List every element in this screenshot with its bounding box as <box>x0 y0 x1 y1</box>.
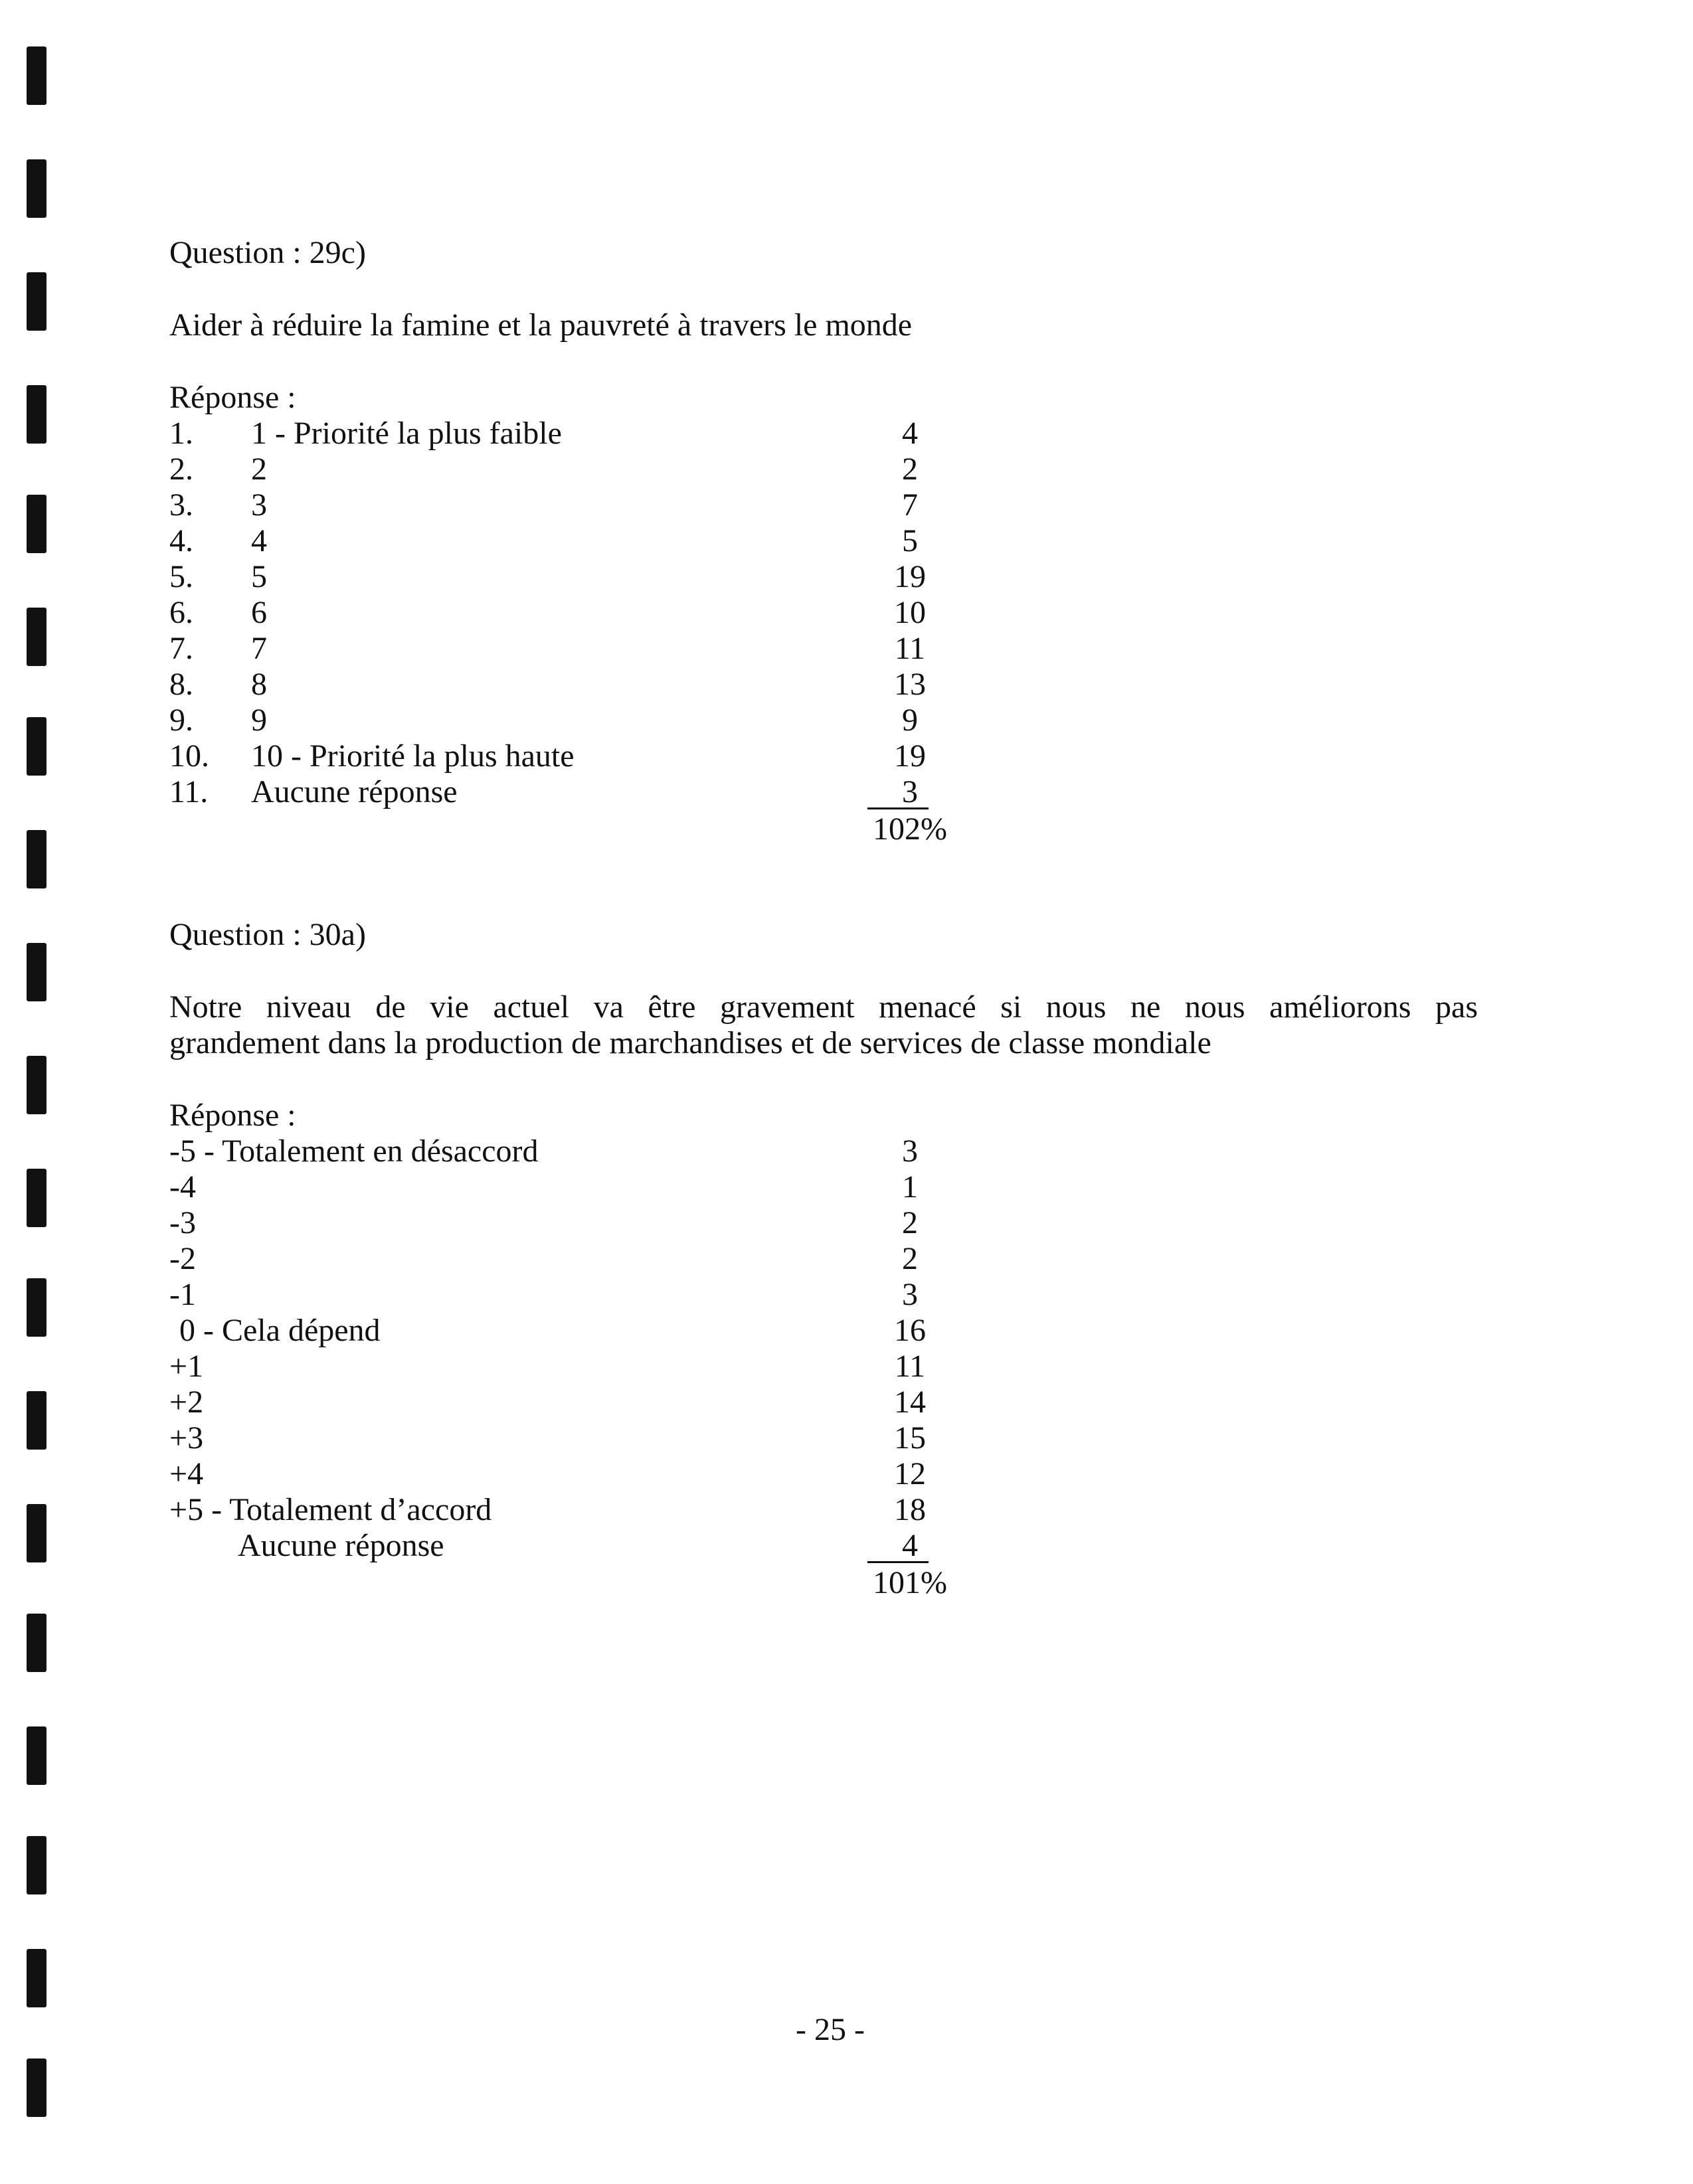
binding-hole <box>27 272 46 331</box>
row-index: 10. <box>169 738 209 774</box>
total-rule <box>867 1561 929 1563</box>
row-label: 8 <box>251 667 267 702</box>
binding-hole <box>27 46 46 105</box>
row-index: 3. <box>169 487 193 523</box>
row-label: 10 - Priorité la plus haute <box>251 738 575 774</box>
row-label: +5 - Totalement d’accord <box>169 1492 492 1527</box>
binding-hole <box>27 830 46 888</box>
row-label: 1 - Priorité la plus faible <box>251 416 562 451</box>
row-index: 9. <box>169 703 193 738</box>
binding-hole <box>27 1056 46 1114</box>
row-value: 3 <box>902 1134 918 1169</box>
binding-hole <box>27 1391 46 1450</box>
binding-hole <box>27 943 46 1001</box>
row-value: 11 <box>894 631 926 666</box>
binding-hole <box>27 608 46 666</box>
row-index: 8. <box>169 667 193 702</box>
row-value: 15 <box>894 1420 926 1456</box>
binding-hole <box>27 1836 46 1894</box>
row-value: 18 <box>894 1492 926 1527</box>
row-value: 7 <box>902 487 918 523</box>
binding-hole <box>27 717 46 776</box>
row-value: 4 <box>902 1528 918 1563</box>
binding-hole <box>27 1949 46 2007</box>
row-value: 3 <box>902 1277 918 1312</box>
row-label: -3 <box>169 1205 196 1240</box>
row-value: 16 <box>894 1313 926 1348</box>
row-value: 3 <box>902 774 918 809</box>
page-number: - 25 - <box>796 2012 865 2047</box>
row-label: -4 <box>169 1169 196 1205</box>
question-30a-text-line-1: Notre niveau de vie actuel va être gravement menacé si nous ne nous améliorons pas <box>169 989 1478 1025</box>
row-value: 1 <box>902 1169 918 1205</box>
question-30a-response-label: Réponse : <box>169 1098 296 1133</box>
question-29c-response-label: Réponse : <box>169 380 296 415</box>
row-value: 10 <box>894 595 926 630</box>
row-value: 14 <box>894 1385 926 1420</box>
row-label: 4 <box>251 523 267 558</box>
row-index: 4. <box>169 523 193 558</box>
question-29c-heading: Question : 29c) <box>169 235 366 270</box>
binding-hole <box>27 1614 46 1672</box>
row-label: -2 <box>169 1241 196 1276</box>
row-label: +1 <box>169 1349 204 1384</box>
row-value: 9 <box>902 703 918 738</box>
row-value: 4 <box>902 416 918 451</box>
question-29c-text: Aider à réduire la famine et la pauvreté à travers le monde <box>169 307 913 343</box>
row-label: 2 <box>251 452 267 487</box>
row-index: 7. <box>169 631 193 666</box>
row-label: -5 - Totalement en désaccord <box>169 1134 539 1169</box>
row-value: 13 <box>894 667 926 702</box>
row-value: 2 <box>902 452 918 487</box>
row-label: -1 <box>169 1277 196 1312</box>
row-index: 1. <box>169 416 193 451</box>
row-value: 19 <box>894 559 926 594</box>
row-index: 6. <box>169 595 193 630</box>
row-label: 6 <box>251 595 267 630</box>
row-label: +4 <box>169 1456 204 1491</box>
row-label: 9 <box>251 703 267 738</box>
row-label: 3 <box>251 487 267 523</box>
row-label: Aucune réponse <box>238 1528 444 1563</box>
question-29c-total: 102% <box>873 811 947 847</box>
row-label: +3 <box>169 1420 204 1456</box>
row-value: 2 <box>902 1205 918 1240</box>
binding-hole <box>27 385 46 444</box>
row-value: 2 <box>902 1241 918 1276</box>
binding-hole <box>27 1504 46 1562</box>
binding-hole <box>27 495 46 553</box>
row-value: 5 <box>902 523 918 558</box>
row-label: 5 <box>251 559 267 594</box>
binding-hole <box>27 1726 46 1785</box>
row-index: 5. <box>169 559 193 594</box>
row-value: 19 <box>894 738 926 774</box>
question-30a-total: 101% <box>873 1565 947 1600</box>
question-30a-heading: Question : 30a) <box>169 917 366 952</box>
row-value: 11 <box>894 1349 926 1384</box>
row-label: +2 <box>169 1385 204 1420</box>
question-30a-text-line-2: grandement dans la production de marchandises et de services de classe mondiale <box>169 1025 1211 1060</box>
row-label: Aucune réponse <box>251 774 458 809</box>
total-rule <box>867 807 929 809</box>
row-index: 11. <box>169 774 209 809</box>
row-label: 7 <box>251 631 267 666</box>
binding-hole <box>27 1278 46 1337</box>
binding-hole <box>27 2058 46 2117</box>
binding-hole <box>27 159 46 218</box>
row-index: 2. <box>169 452 193 487</box>
row-value: 12 <box>894 1456 926 1491</box>
binding-hole <box>27 1169 46 1227</box>
row-label: 0 - Cela dépend <box>179 1313 381 1348</box>
